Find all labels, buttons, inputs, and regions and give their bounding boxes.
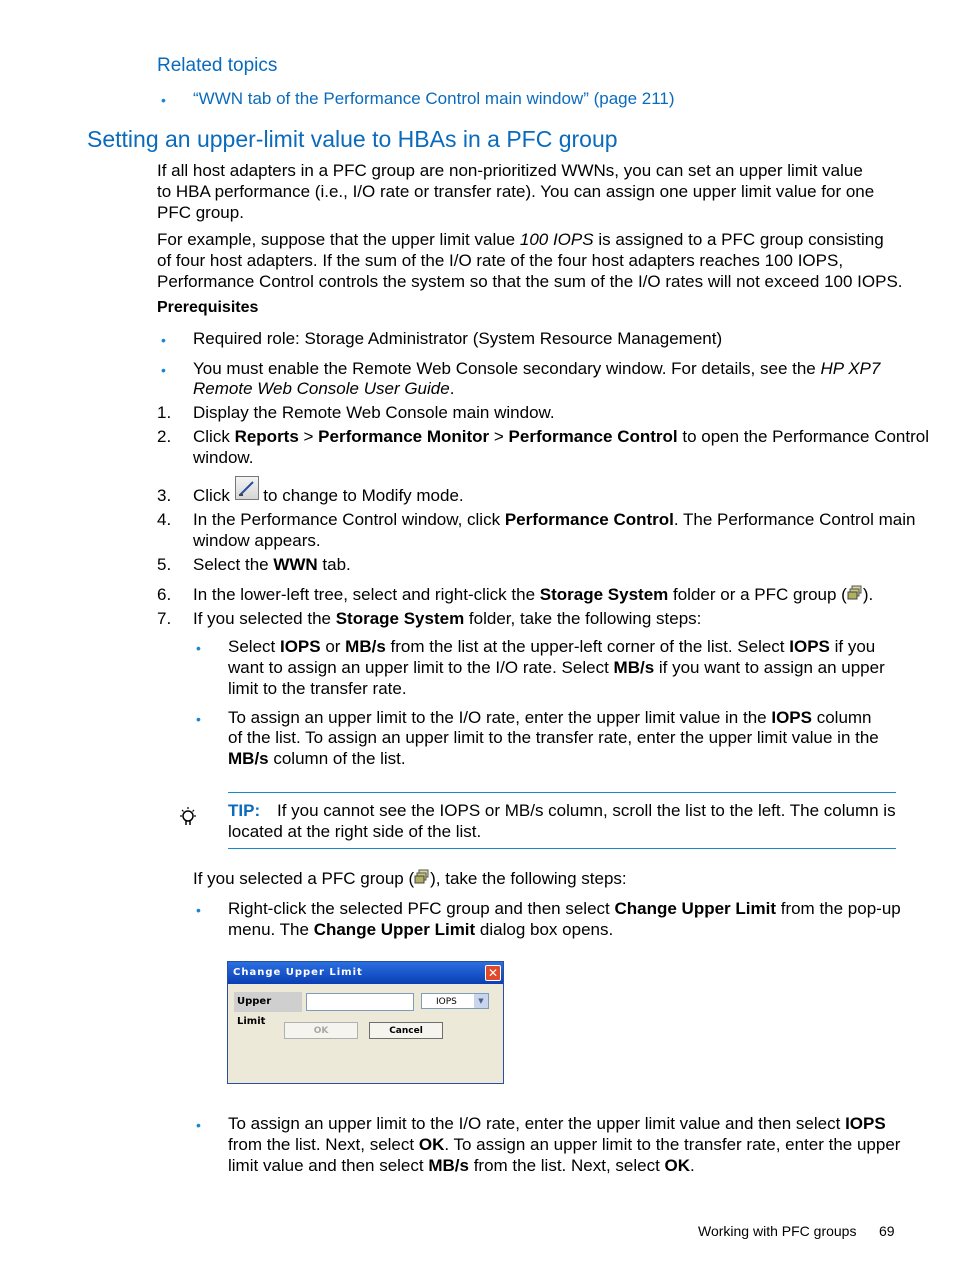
paragraph-line: If all host adapters in a PFC group are non-prioritized WWNs, you can set an upper limit value — [157, 161, 863, 180]
upper-limit-label: Upper Limit — [234, 992, 302, 1012]
paragraph-line: For example, suppose that the upper limit value 100 IOPS is assigned to a PFC group consisting — [157, 230, 884, 249]
sub-step-text: limit to the transfer rate. — [228, 679, 407, 698]
prerequisites-heading: Prerequisites — [157, 299, 259, 316]
tip-bottom-rule — [228, 848, 896, 849]
prerequisite-item: You must enable the Remote Web Console secondary window. For details, see the HP XP7 — [193, 359, 881, 378]
sub-step-text: MB/s column of the list. — [228, 749, 406, 768]
bullet: • — [196, 640, 201, 656]
step-text: If you selected a PFC group ( ), take the following steps: — [193, 869, 627, 888]
step-number: 2. — [157, 427, 172, 446]
tip-label: TIP: — [228, 801, 261, 820]
close-icon[interactable]: ✕ — [485, 965, 501, 981]
pfc-group-icon — [847, 585, 863, 601]
bullet: • — [196, 711, 201, 727]
step-text: Click Reports > Performance Monitor > Performance Control to open the Performance Control — [193, 427, 929, 446]
page-number: 69 — [879, 1223, 895, 1239]
tip-text: located at the right side of the list. — [228, 822, 482, 841]
sub-step-text: limit value and then select MB/s from the list. Next, select OK. — [228, 1156, 695, 1175]
step-number: 5. — [157, 555, 172, 574]
step-text: window. — [193, 448, 254, 467]
paragraph-line: Performance Control controls the system so that the sum of the I/O rates will not exceed 100 IOPS. — [157, 272, 903, 291]
sub-step-text: To assign an upper limit to the I/O rate, enter the upper limit value and then select IOPS — [228, 1114, 886, 1133]
section-title: Setting an upper-limit value to HBAs in a PFC group — [87, 126, 618, 152]
sub-step-text: of the list. To assign an upper limit to the transfer rate, enter the upper limit value in the — [228, 728, 879, 747]
tip-text: If you cannot see the IOPS or MB/s column, scroll the list to the left. The column is — [277, 801, 896, 820]
step-number: 1. — [157, 403, 172, 422]
step-text: In the lower-left tree, select and right-click the Storage System folder or a PFC group ( ). — [193, 585, 874, 604]
paragraph-line: PFC group. — [157, 203, 244, 222]
step-number: 6. — [157, 585, 172, 604]
ok-button[interactable]: OK — [284, 1022, 358, 1039]
footer-section: Working with PFC groups — [698, 1223, 857, 1239]
step-text: If you selected the Storage System folder, take the following steps: — [193, 609, 702, 628]
prerequisite-item: Remote Web Console User Guide. — [193, 379, 455, 398]
pfc-group-icon — [414, 869, 430, 885]
bullet: • — [161, 362, 166, 378]
lightbulb-icon — [178, 806, 198, 828]
paragraph-line: of four host adapters. If the sum of the I/O rate of the four host adapters reaches 100 IOPS, — [157, 251, 844, 270]
step-text: In the Performance Control window, click Performance Control. The Performance Control main — [193, 510, 916, 529]
sub-step-text: Right-click the selected PFC group and then select Change Upper Limit from the pop-up — [228, 899, 901, 918]
step-number: 4. — [157, 510, 172, 529]
bullet: • — [161, 92, 166, 108]
unit-select-value: IOPS — [436, 997, 457, 1007]
sub-step-text: from the list. Next, select OK. To assign an upper limit to the transfer rate, enter the upper — [228, 1135, 901, 1154]
upper-limit-input[interactable] — [306, 993, 414, 1011]
sub-step-text: To assign an upper limit to the I/O rate, enter the upper limit value in the IOPS column — [228, 708, 872, 727]
sub-step-text: Select IOPS or MB/s from the list at the upper-left corner of the list. Select IOPS if you — [228, 637, 876, 656]
step-text: Select the WWN tab. — [193, 555, 351, 574]
step-text: Display the Remote Web Console main window. — [193, 403, 555, 422]
paragraph-line: to HBA performance (i.e., I/O rate or transfer rate). You can assign one upper limit value for one — [157, 182, 875, 201]
sub-step-text: menu. The Change Upper Limit dialog box opens. — [228, 920, 614, 939]
prerequisite-item: Required role: Storage Administrator (System Resource Management) — [193, 329, 723, 348]
unit-select[interactable] — [421, 993, 489, 1009]
bullet: • — [196, 902, 201, 918]
step-number: 7. — [157, 609, 172, 628]
modify-mode-icon — [235, 476, 259, 500]
related-topic-link[interactable]: “WWN tab of the Performance Control main window” (page 211) — [193, 89, 675, 108]
step-text: window appears. — [193, 531, 321, 550]
bullet: • — [161, 332, 166, 348]
step-text: Click to change to Modify mode. — [193, 486, 464, 506]
step-number: 3. — [157, 486, 172, 505]
tip-top-rule — [228, 792, 896, 793]
sub-step-text: want to assign an upper limit to the I/O rate. Select MB/s if you want to assign an upper — [228, 658, 885, 677]
cancel-button[interactable]: Cancel — [369, 1022, 443, 1039]
chevron-down-icon[interactable]: ▼ — [474, 994, 488, 1008]
bullet: • — [196, 1117, 201, 1133]
change-upper-limit-dialog — [227, 961, 504, 1084]
dialog-title: Change Upper Limit — [228, 962, 503, 984]
related-topics-heading: Related topics — [157, 55, 278, 76]
